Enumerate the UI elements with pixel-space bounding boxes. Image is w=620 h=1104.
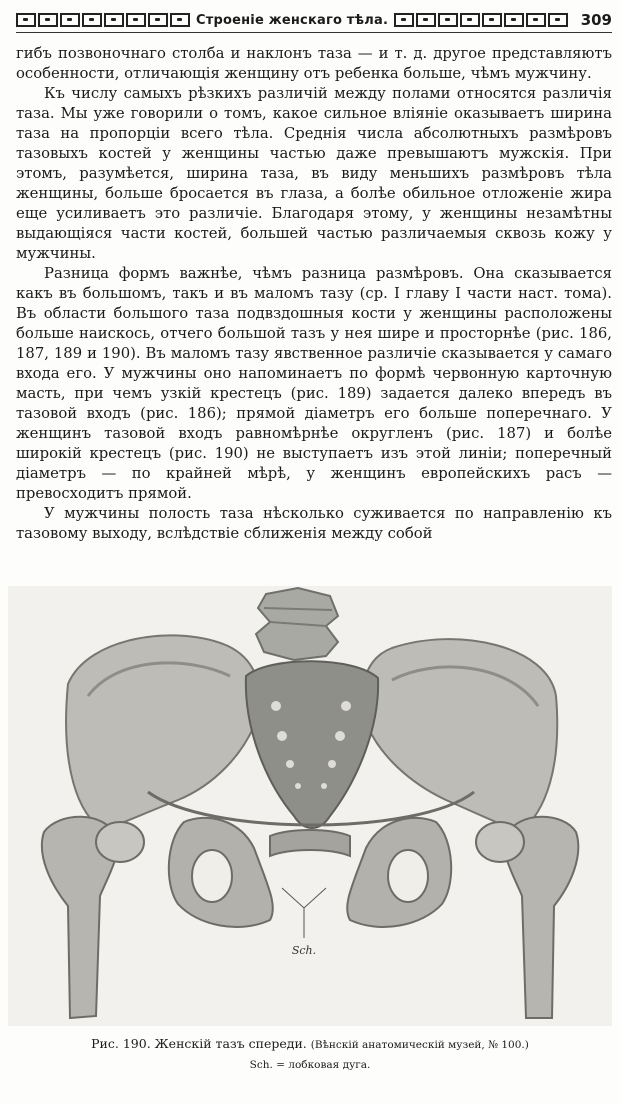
body-text xyxy=(16,44,612,544)
paragraph: У мужчины полость таза нѣсколько суживается по направленію къ тазовому выходу, вслѣдствіе сближенія между собой xyxy=(16,505,612,542)
header-ornament-right xyxy=(394,13,568,27)
caption-legend: Sch. = лобковая дуга. xyxy=(249,1059,371,1071)
paragraph: гибъ позвоночнаго столба и наклонъ таза — и т. д. другое представляютъ особенности, отличающія женщину отъ ребенка больше, чѣмъ мужчину. xyxy=(16,45,612,82)
running-header xyxy=(16,8,612,33)
pelvis-figure xyxy=(8,586,612,1026)
page-number: 309 xyxy=(580,11,612,29)
caption-main: Рис. 190. Женскій тазъ спереди. xyxy=(91,1036,307,1051)
figure-caption xyxy=(8,1034,612,1075)
paragraph: Разница формъ важнѣе, чѣмъ разница размѣровъ. Она сказывается какъ въ большомъ, такъ и въ маломъ тазу (ср. I главу I части наст. тома). Въ области большого таза подвздошныя кости у женщины расположены больше наискось, отчего большой тазъ у нея шире и просторнѣе (рис. 186, 187, 189 и 190). Въ маломъ тазу явственное различіе сказывается у самаго входа его. У мужчины оно напоминаетъ по формѣ червонную карточную масть, при чемъ узкій крестецъ (рис. 189) задается далеко впередъ въ тазовой входъ (рис. 186); прямой діаметръ его больше поперечнаго. У женщинъ тазовой входъ равномѣрнѣе округленъ (рис. 187) и болѣе широкій крестецъ (рис. 190) не выступаетъ изъ этой линіи; поперечный діаметръ — по крайней мѣрѣ, у женщинъ европейскихъ расъ — превосходитъ прямой. xyxy=(16,265,612,502)
paragraph: Къ числу самыхъ рѣзкихъ различій между полами относятся различія таза. Мы уже говорили о томъ, какое сильное вліяніе оказываетъ ширина таза на пропорціи всего тѣла. Среднія числа абсолютныхъ размѣровъ тазовыхъ костей у женщины частью даже превышаютъ мужскія. При этомъ, разумѣется, ширина таза, въ виду меньшихъ размѣровъ тѣла женщины, больше бросается въ глаза, а болѣе обильное отложеніе жира еще усиливаетъ это различіе. Благодаря этому, у женщины незамѣтны выдающіяся части костей, большей частью различаемыя сквозь кожу у мужчины. xyxy=(16,85,612,262)
pelvis-illustration xyxy=(8,586,612,1026)
pubic-arch-label: Sch. xyxy=(291,944,317,957)
caption-source: (Вѣнскій анатомическій музей, № 100.) xyxy=(310,1039,529,1051)
running-title: Строеніе женскаго тѣла. xyxy=(196,12,389,28)
header-ornament-left xyxy=(16,13,190,27)
